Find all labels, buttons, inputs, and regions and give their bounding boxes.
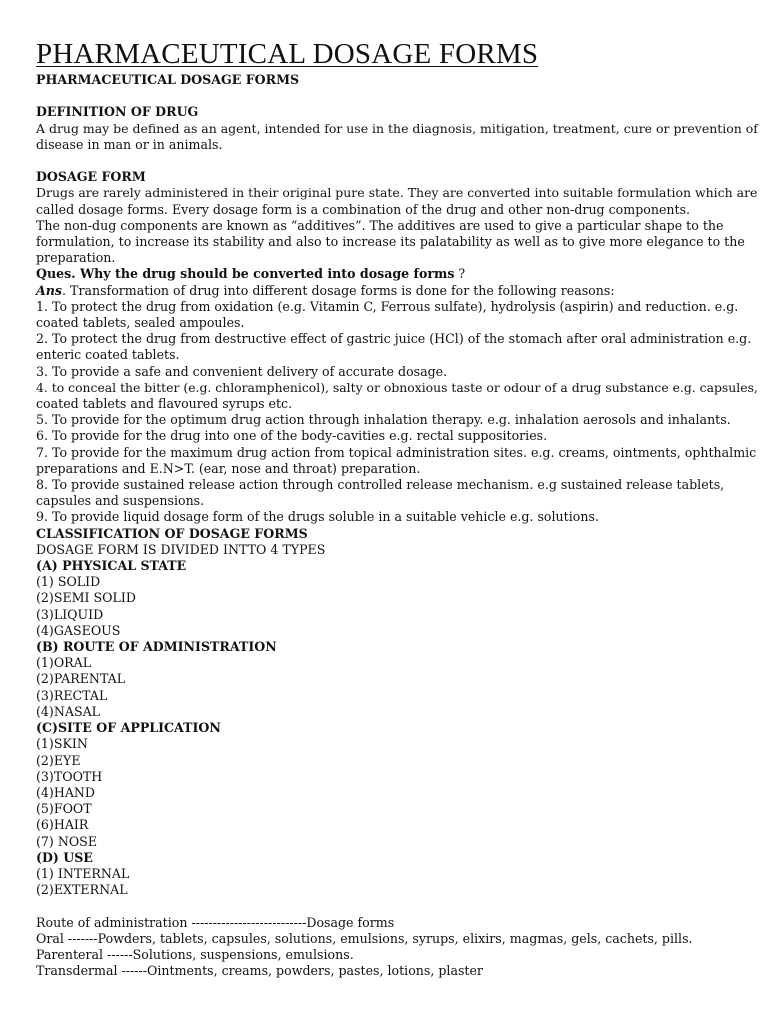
classification-heading: CLASSIFICATION OF DOSAGE FORMS — [36, 525, 308, 541]
route-row: Transdermal ------Ointments, creams, powders, pastes, lotions, plaster — [36, 963, 483, 979]
group-item: (3)TOOTH — [36, 768, 103, 784]
answer-line — [36, 283, 732, 299]
group-item: (3)RECTAL — [36, 687, 108, 703]
route-row: Oral -------Powders, tablets, capsules, solutions, emulsions, syrups, elixirs, magmas, gels, cachets, pills. — [36, 930, 693, 946]
group-item: (4)HAND — [36, 784, 96, 800]
dosage-form-section — [36, 169, 758, 266]
reason-line: enteric coated tablets. — [36, 347, 180, 363]
group-heading-site: (C)SITE OF APPLICATION — [36, 720, 221, 736]
dosage-form-line: The non-dug components are known as “additives”. The additives are used to give a particular shape to the — [36, 217, 724, 233]
group-item: (7) NOSE — [36, 833, 98, 849]
dosage-form-heading: DOSAGE FORM — [36, 169, 146, 185]
spacer — [36, 153, 732, 169]
document-subtitle: PHARMACEUTICAL DOSAGE FORMS — [36, 72, 300, 87]
question-mark: ? — [454, 266, 466, 282]
classification-section — [36, 526, 732, 899]
dosage-form-line: Drugs are rarely administered in their original pure state. They are converted into suitable formulation which are — [36, 185, 758, 201]
reason-line: 4. to conceal the bitter (e.g. chloramphenicol), salty or obnoxious taste or odour of a drug substance e.g. capsules, — [36, 379, 758, 395]
question-text: . Why the drug should be converted into dosage forms — [71, 266, 455, 282]
group-item: (4)GASEOUS — [36, 622, 121, 638]
group-item: (2)EYE — [36, 752, 81, 768]
group-item: (2)SEMI SOLID — [36, 590, 136, 606]
question-line — [36, 266, 732, 282]
group-heading-use: (D) USE — [36, 849, 93, 865]
reason-line: 9. To provide liquid dosage form of the drugs soluble in a suitable vehicle e.g. solutions. — [36, 509, 599, 525]
group-item: (2)PARENTAL — [36, 671, 126, 687]
group-item: (1)ORAL — [36, 655, 92, 671]
group-heading-route: (B) ROUTE OF ADMINISTRATION — [36, 639, 277, 655]
reason-line: 3. To provide a safe and convenient delivery of accurate dosage. — [36, 363, 448, 379]
spacer — [36, 898, 732, 914]
reason-line: 5. To provide for the optimum drug action through inhalation therapy. e.g. inhalation aerosols and inhalants. — [36, 412, 731, 428]
group-item: (3)LIQUID — [36, 606, 104, 622]
reason-line: 2. To protect the drug from destructive effect of gastric juice (HCl) of the stomach after oral administration e.g. — [36, 331, 752, 347]
reason-line: preparations and E.N>T. (ear, nose and throat) preparation. — [36, 460, 421, 476]
dosage-form-line: preparation. — [36, 250, 116, 266]
group-heading-physical-state: (A) PHYSICAL STATE — [36, 558, 187, 574]
reason-line: 8. To provide sustained release action through controlled release mechanism. e.g sustained release tablets, — [36, 477, 725, 493]
answer-label: Ans — [36, 282, 63, 298]
reason-line: 1. To protect the drug from oxidation (e.g. Vitamin C, Ferrous sulfate), hydrolysis (aspirin) and reduction. e.g. — [36, 298, 739, 314]
reason-line: coated tablets and flavoured syrups etc. — [36, 396, 293, 412]
group-item: (1) INTERNAL — [36, 865, 130, 881]
definition-line: disease in man or in animals. — [36, 136, 223, 152]
group-item: (1)SKIN — [36, 736, 88, 752]
classification-intro: DOSAGE FORM IS DIVIDED INTTO 4 TYPES — [36, 541, 326, 557]
group-item: (4)NASAL — [36, 703, 101, 719]
route-row: Parenteral ------Solutions, suspensions, emulsions. — [36, 946, 354, 962]
dosage-form-line: called dosage forms. Every dosage form is a combination of the drug and other non-drug components. — [36, 201, 691, 217]
question-label: Ques — [36, 266, 72, 282]
group-item: (2)EXTERNAL — [36, 882, 128, 898]
reason-line: coated tablets, sealed ampoules. — [36, 315, 245, 331]
group-item: (6)HAIR — [36, 817, 89, 833]
routes-header: Route of administration ---------------------------Dosage forms — [36, 914, 395, 930]
definition-heading: DEFINITION OF DRUG — [36, 104, 199, 120]
document-title: PHARMACEUTICAL DOSAGE FORMS — [36, 38, 539, 70]
routes-section — [36, 915, 732, 980]
group-item: (1) SOLID — [36, 574, 101, 590]
answer-text: . Transformation of drug into different dosage forms is done for the following reasons: — [62, 282, 615, 298]
reason-line: 6. To provide for the drug into one of the body-cavities e.g. rectal suppositories. — [36, 428, 548, 444]
spacer — [36, 88, 732, 104]
group-item: (5)FOOT — [36, 801, 92, 817]
reasons-list — [36, 298, 758, 526]
reason-line: 7. To provide for the maximum drug action from topical administration sites. e.g. creams, ointments, ophthalmic — [36, 444, 757, 460]
definition-line: A drug may be defined as an agent, intended for use in the diagnosis, mitigation, treatment, cure or prevention of — [36, 120, 758, 136]
reason-line: capsules and suspensions. — [36, 493, 205, 509]
definition-section — [36, 104, 758, 153]
dosage-form-line: formulation, to increase its stability and also to increase its palatability as well as to give more elegance to the — [36, 234, 745, 249]
